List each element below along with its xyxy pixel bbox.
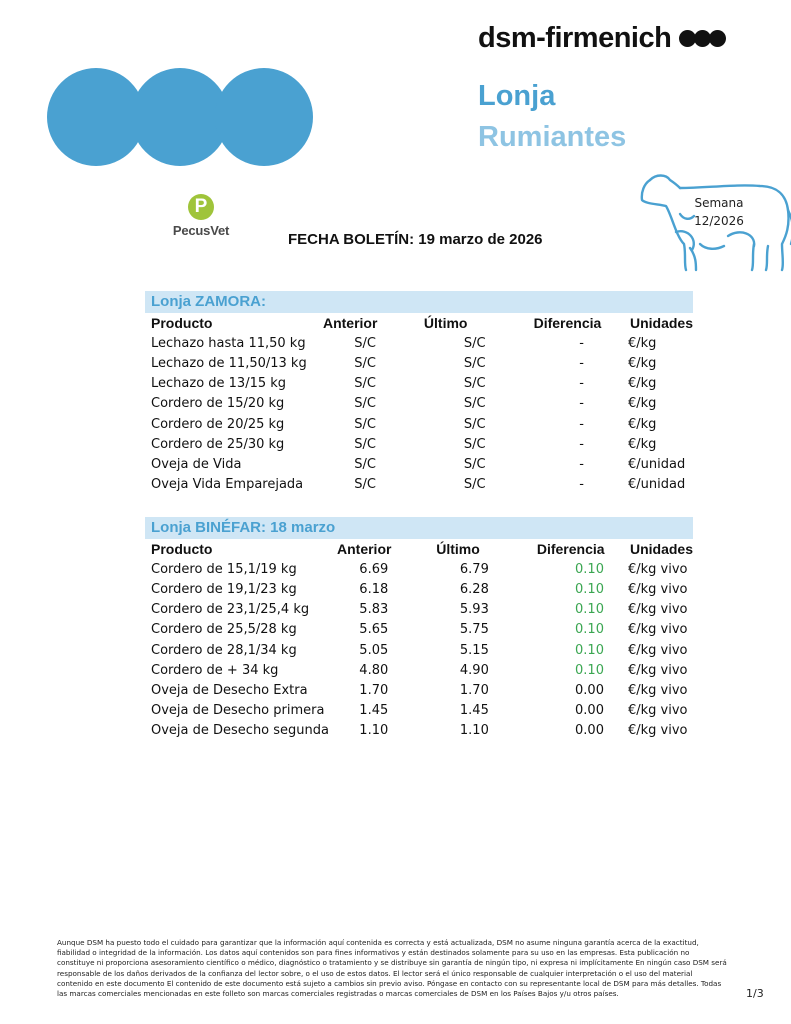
cell-anterior: S/C — [354, 436, 376, 452]
cell-producto: Lechazo de 11,50/13 kg — [151, 355, 307, 371]
cell-ultimo: S/C — [463, 477, 486, 493]
cell-ultimo: S/C — [463, 355, 486, 371]
cell-unidades: €/kg — [627, 416, 657, 432]
page-title: Lonja — [478, 80, 556, 112]
cell-ultimo: 1.70 — [459, 682, 489, 698]
cell-producto: Lechazo hasta 11,50 kg — [151, 335, 306, 351]
cell-diferencia: 0.00 — [575, 723, 604, 739]
brand-logo — [478, 20, 726, 56]
cell-ultimo: 1.45 — [459, 703, 489, 719]
col-header-unidades: Unidades — [629, 315, 693, 332]
three-dots-icon — [681, 30, 726, 47]
table-row — [145, 701, 693, 721]
cell-diferencia: 0.10 — [575, 622, 604, 638]
cell-unidades: €/kg — [627, 376, 657, 392]
cell-producto: Cordero de 15,1/19 kg — [151, 561, 297, 577]
page-number: 1/3 — [746, 987, 764, 1000]
cell-unidades: €/kg vivo — [627, 642, 688, 658]
cell-producto: Cordero de 20/25 kg — [151, 416, 285, 432]
disclaimer-text: Aunque DSM ha puesto todo el cuidado para garantizar que la información aquí contenida es correcta y está actualizada, DSM no asume ninguna garantía acerca de la exactitud, fiabilidad o integridad de la información. Los datos aquí contenidos son para fines informativos y están destinados solamente para su uso en las empresas. Esta publicación no constituye ni proporciona asesoramiento científico o médico, diagnóstico o tratamiento y se distribuye sin garantía de ningún tipo, ni expresa ni implícitamente En ningún caso DSM será responsable de los daños derivados de la confianza del lector sobre, o el uso de estos datos. El lector será el único responsable de cualquier interpretación o el uso del material contenido en este documento El contenido de este documento está sujeto a cambios sin previo aviso. Póngase en contacto con su representante local de DSM para más detalles. Todas las marcas comerciales mencionadas en este folleto son marcas comerciales registradas o marcas comerciales de DSM en los Países Bajos y/u otros países. — [57, 938, 727, 999]
col-header-diferencia: Diferencia — [533, 315, 602, 332]
cell-unidades: €/kg vivo — [627, 703, 688, 719]
binefar-section — [145, 517, 693, 741]
cell-ultimo: 1.10 — [459, 723, 489, 739]
cell-ultimo: S/C — [463, 396, 486, 412]
table-row — [145, 434, 693, 454]
cell-producto: Cordero de 19,1/23 kg — [151, 581, 297, 597]
cell-diferencia: 0.10 — [575, 662, 604, 678]
col-header-producto: Producto — [151, 541, 213, 558]
table-row — [145, 333, 693, 353]
cell-anterior: 6.69 — [359, 561, 389, 577]
cell-unidades: €/kg vivo — [627, 682, 688, 698]
circle-shape — [215, 68, 313, 166]
table-row — [145, 680, 693, 700]
cell-diferencia: 0.10 — [575, 561, 604, 577]
cell-unidades: €/kg vivo — [627, 561, 688, 577]
cell-anterior: 1.70 — [359, 682, 389, 698]
table-row — [145, 559, 693, 579]
cell-unidades: €/kg vivo — [627, 581, 688, 597]
cell-diferencia: - — [579, 355, 584, 371]
pecusvet-p-icon: P — [188, 194, 214, 220]
cell-unidades: €/kg — [627, 436, 657, 452]
table-row — [145, 640, 693, 660]
cell-unidades: €/kg vivo — [627, 602, 688, 618]
cell-ultimo: S/C — [463, 456, 486, 472]
table-row — [145, 600, 693, 620]
table-row — [145, 454, 693, 474]
cell-producto: Lechazo de 13/15 kg — [151, 376, 287, 392]
binefar-table — [145, 539, 693, 741]
cell-diferencia: 0.00 — [575, 682, 604, 698]
cell-diferencia: 0.10 — [575, 581, 604, 597]
cell-ultimo: S/C — [463, 335, 486, 351]
cell-diferencia: - — [579, 436, 584, 452]
cell-producto: Oveja de Desecho segunda — [151, 723, 329, 739]
col-header-producto: Producto — [151, 315, 213, 332]
cell-ultimo: 5.75 — [459, 622, 489, 638]
cell-producto: Oveja de Desecho Extra — [151, 682, 308, 698]
cell-anterior: 5.83 — [359, 602, 389, 618]
table-header-row — [145, 313, 693, 333]
table-row — [145, 475, 693, 495]
cell-ultimo: S/C — [463, 416, 486, 432]
table-row — [145, 579, 693, 599]
cell-anterior: 6.18 — [359, 581, 389, 597]
col-header-unidades: Unidades — [629, 541, 693, 558]
cell-unidades: €/kg — [627, 335, 657, 351]
cell-unidades: €/kg vivo — [627, 662, 688, 678]
cell-unidades: €/kg — [627, 396, 657, 412]
cell-diferencia: 0.00 — [575, 703, 604, 719]
cell-unidades: €/unidad — [627, 477, 686, 493]
cell-anterior: S/C — [354, 477, 376, 493]
cell-anterior: S/C — [354, 335, 376, 351]
cell-ultimo: S/C — [463, 436, 486, 452]
cell-anterior: S/C — [354, 416, 376, 432]
bulletin-date: FECHA BOLETÍN: 19 marzo de 2026 — [288, 231, 543, 248]
cell-producto: Cordero de 15/20 kg — [151, 396, 285, 412]
pecusvet-logo — [168, 194, 234, 238]
cell-anterior: S/C — [354, 355, 376, 371]
cell-anterior: S/C — [354, 376, 376, 392]
cell-diferencia: - — [579, 477, 584, 493]
cell-anterior: 5.65 — [359, 622, 389, 638]
week-value: 12/2026 — [694, 214, 744, 228]
cell-ultimo: 4.90 — [459, 662, 489, 678]
page-subtitle: Rumiantes — [478, 121, 627, 153]
cell-anterior: 5.05 — [359, 642, 389, 658]
week-label: Semana — [694, 196, 744, 210]
cell-anterior: 1.45 — [359, 703, 389, 719]
cell-producto: Oveja de Desecho primera — [151, 703, 325, 719]
cell-ultimo: S/C — [463, 376, 486, 392]
week-badge — [684, 194, 754, 230]
col-header-anterior: Anterior — [322, 315, 378, 332]
cell-unidades: €/kg — [627, 355, 657, 371]
cell-ultimo: 6.28 — [459, 581, 489, 597]
cell-anterior: 4.80 — [359, 662, 389, 678]
section-title: Lonja ZAMORA: — [145, 291, 693, 313]
cell-producto: Cordero de 25,5/28 kg — [151, 622, 297, 638]
table-row — [145, 660, 693, 680]
cell-producto: Cordero de 25/30 kg — [151, 436, 285, 452]
zamora-table — [145, 313, 693, 495]
table-row — [145, 620, 693, 640]
pecusvet-name: PecusVet — [172, 223, 230, 238]
table-row — [145, 721, 693, 741]
cell-producto: Oveja de Vida — [151, 456, 242, 472]
cell-diferencia: - — [579, 376, 584, 392]
table-row — [145, 353, 693, 373]
cell-anterior: S/C — [354, 396, 376, 412]
col-header-diferencia: Diferencia — [536, 541, 605, 558]
table-header-row — [145, 539, 693, 559]
cell-diferencia: 0.10 — [575, 642, 604, 658]
cell-diferencia: - — [579, 416, 584, 432]
cell-unidades: €/unidad — [627, 456, 686, 472]
cell-ultimo: 5.93 — [459, 602, 489, 618]
section-title: Lonja BINÉFAR: 18 marzo — [145, 517, 693, 539]
cell-producto: Cordero de 28,1/34 kg — [151, 642, 297, 658]
col-header-anterior: Anterior — [337, 541, 392, 558]
decorative-circles — [47, 68, 317, 168]
cell-diferencia: 0.10 — [575, 602, 604, 618]
table-row — [145, 414, 693, 434]
cell-diferencia: - — [579, 335, 584, 351]
brand-name: dsm-firmenich — [478, 21, 672, 54]
col-header-ultimo: Último — [423, 315, 468, 332]
col-header-ultimo: Último — [436, 541, 480, 558]
cell-producto: Cordero de + 34 kg — [151, 662, 279, 678]
cell-ultimo: 6.79 — [459, 561, 489, 577]
cell-diferencia: - — [579, 396, 584, 412]
cell-unidades: €/kg vivo — [627, 723, 688, 739]
table-row — [145, 374, 693, 394]
cell-diferencia: - — [579, 456, 584, 472]
cell-unidades: €/kg vivo — [627, 622, 688, 638]
table-row — [145, 394, 693, 414]
cell-anterior: 1.10 — [359, 723, 389, 739]
cell-ultimo: 5.15 — [459, 642, 489, 658]
cell-producto: Oveja Vida Emparejada — [151, 477, 304, 493]
cell-producto: Cordero de 23,1/25,4 kg — [151, 602, 310, 618]
cell-anterior: S/C — [354, 456, 376, 472]
zamora-section — [145, 291, 693, 495]
